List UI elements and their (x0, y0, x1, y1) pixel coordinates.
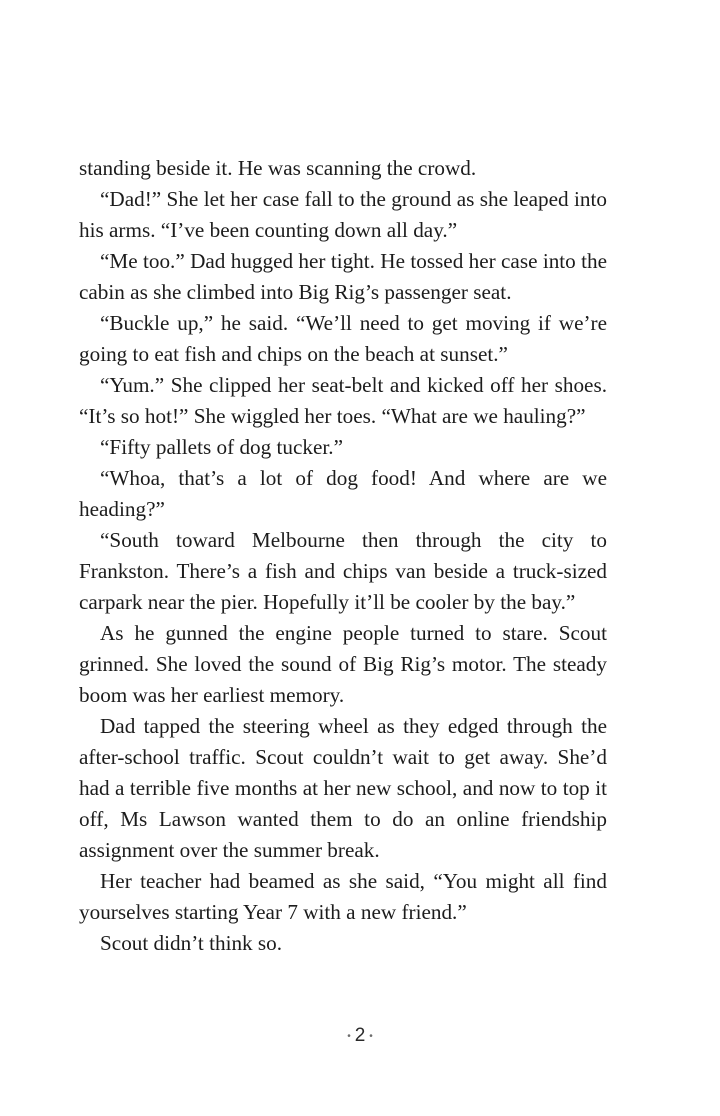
paragraph: “South toward Melbourne then through the city to Frankston. There’s a fish and chips van beside a truck-sized carpark near the pier. Hopefully it’ll be cooler by the bay.” (79, 528, 607, 614)
page-number (0, 1023, 720, 1050)
paragraph: Dad tapped the steering wheel as they edged through the after-school traffic. Scout couldn’t wait to get away. She’d had a terrible five months at her new school, and now to top it off, Ms Lawson wanted them to do an online friendship assignment over the summer break. (79, 714, 607, 862)
paragraph: “Fifty pallets of dog tucker.” (100, 435, 344, 459)
paragraph: Her teacher had beamed as she said, “You might all find yourselves starting Year 7 with a new friend.” (79, 869, 607, 924)
paragraph: “Dad!” She let her case fall to the ground as she leaped into his arms. “I’ve been counting down all day.” (79, 187, 607, 242)
ornament-dot-icon: • (369, 1031, 373, 1042)
paragraph: “Buckle up,” he said. “We’ll need to get moving if we’re going to eat fish and chips on the beach at sunset.” (79, 311, 607, 366)
body-text (79, 153, 607, 959)
paragraph: “Yum.” She clipped her seat-belt and kicked off her shoes. “It’s so hot!” She wiggled her toes. “What are we hauling?” (79, 373, 607, 428)
paragraph-continuation: standing beside it. He was scanning the crowd. (79, 156, 477, 180)
page-number-value: 2 (354, 1025, 366, 1046)
paragraph: As he gunned the engine people turned to stare. Scout grinned. She loved the sound of Big Rig’s motor. The steady boom was her earliest memory. (79, 621, 607, 707)
ornament-dot-icon: • (347, 1031, 351, 1042)
paragraph: “Whoa, that’s a lot of dog food! And where are we heading?” (79, 466, 607, 521)
paragraph: Scout didn’t think so. (100, 931, 283, 955)
paragraph: “Me too.” Dad hugged her tight. He tossed her case into the cabin as she climbed into Big Rig’s passenger seat. (79, 249, 607, 304)
